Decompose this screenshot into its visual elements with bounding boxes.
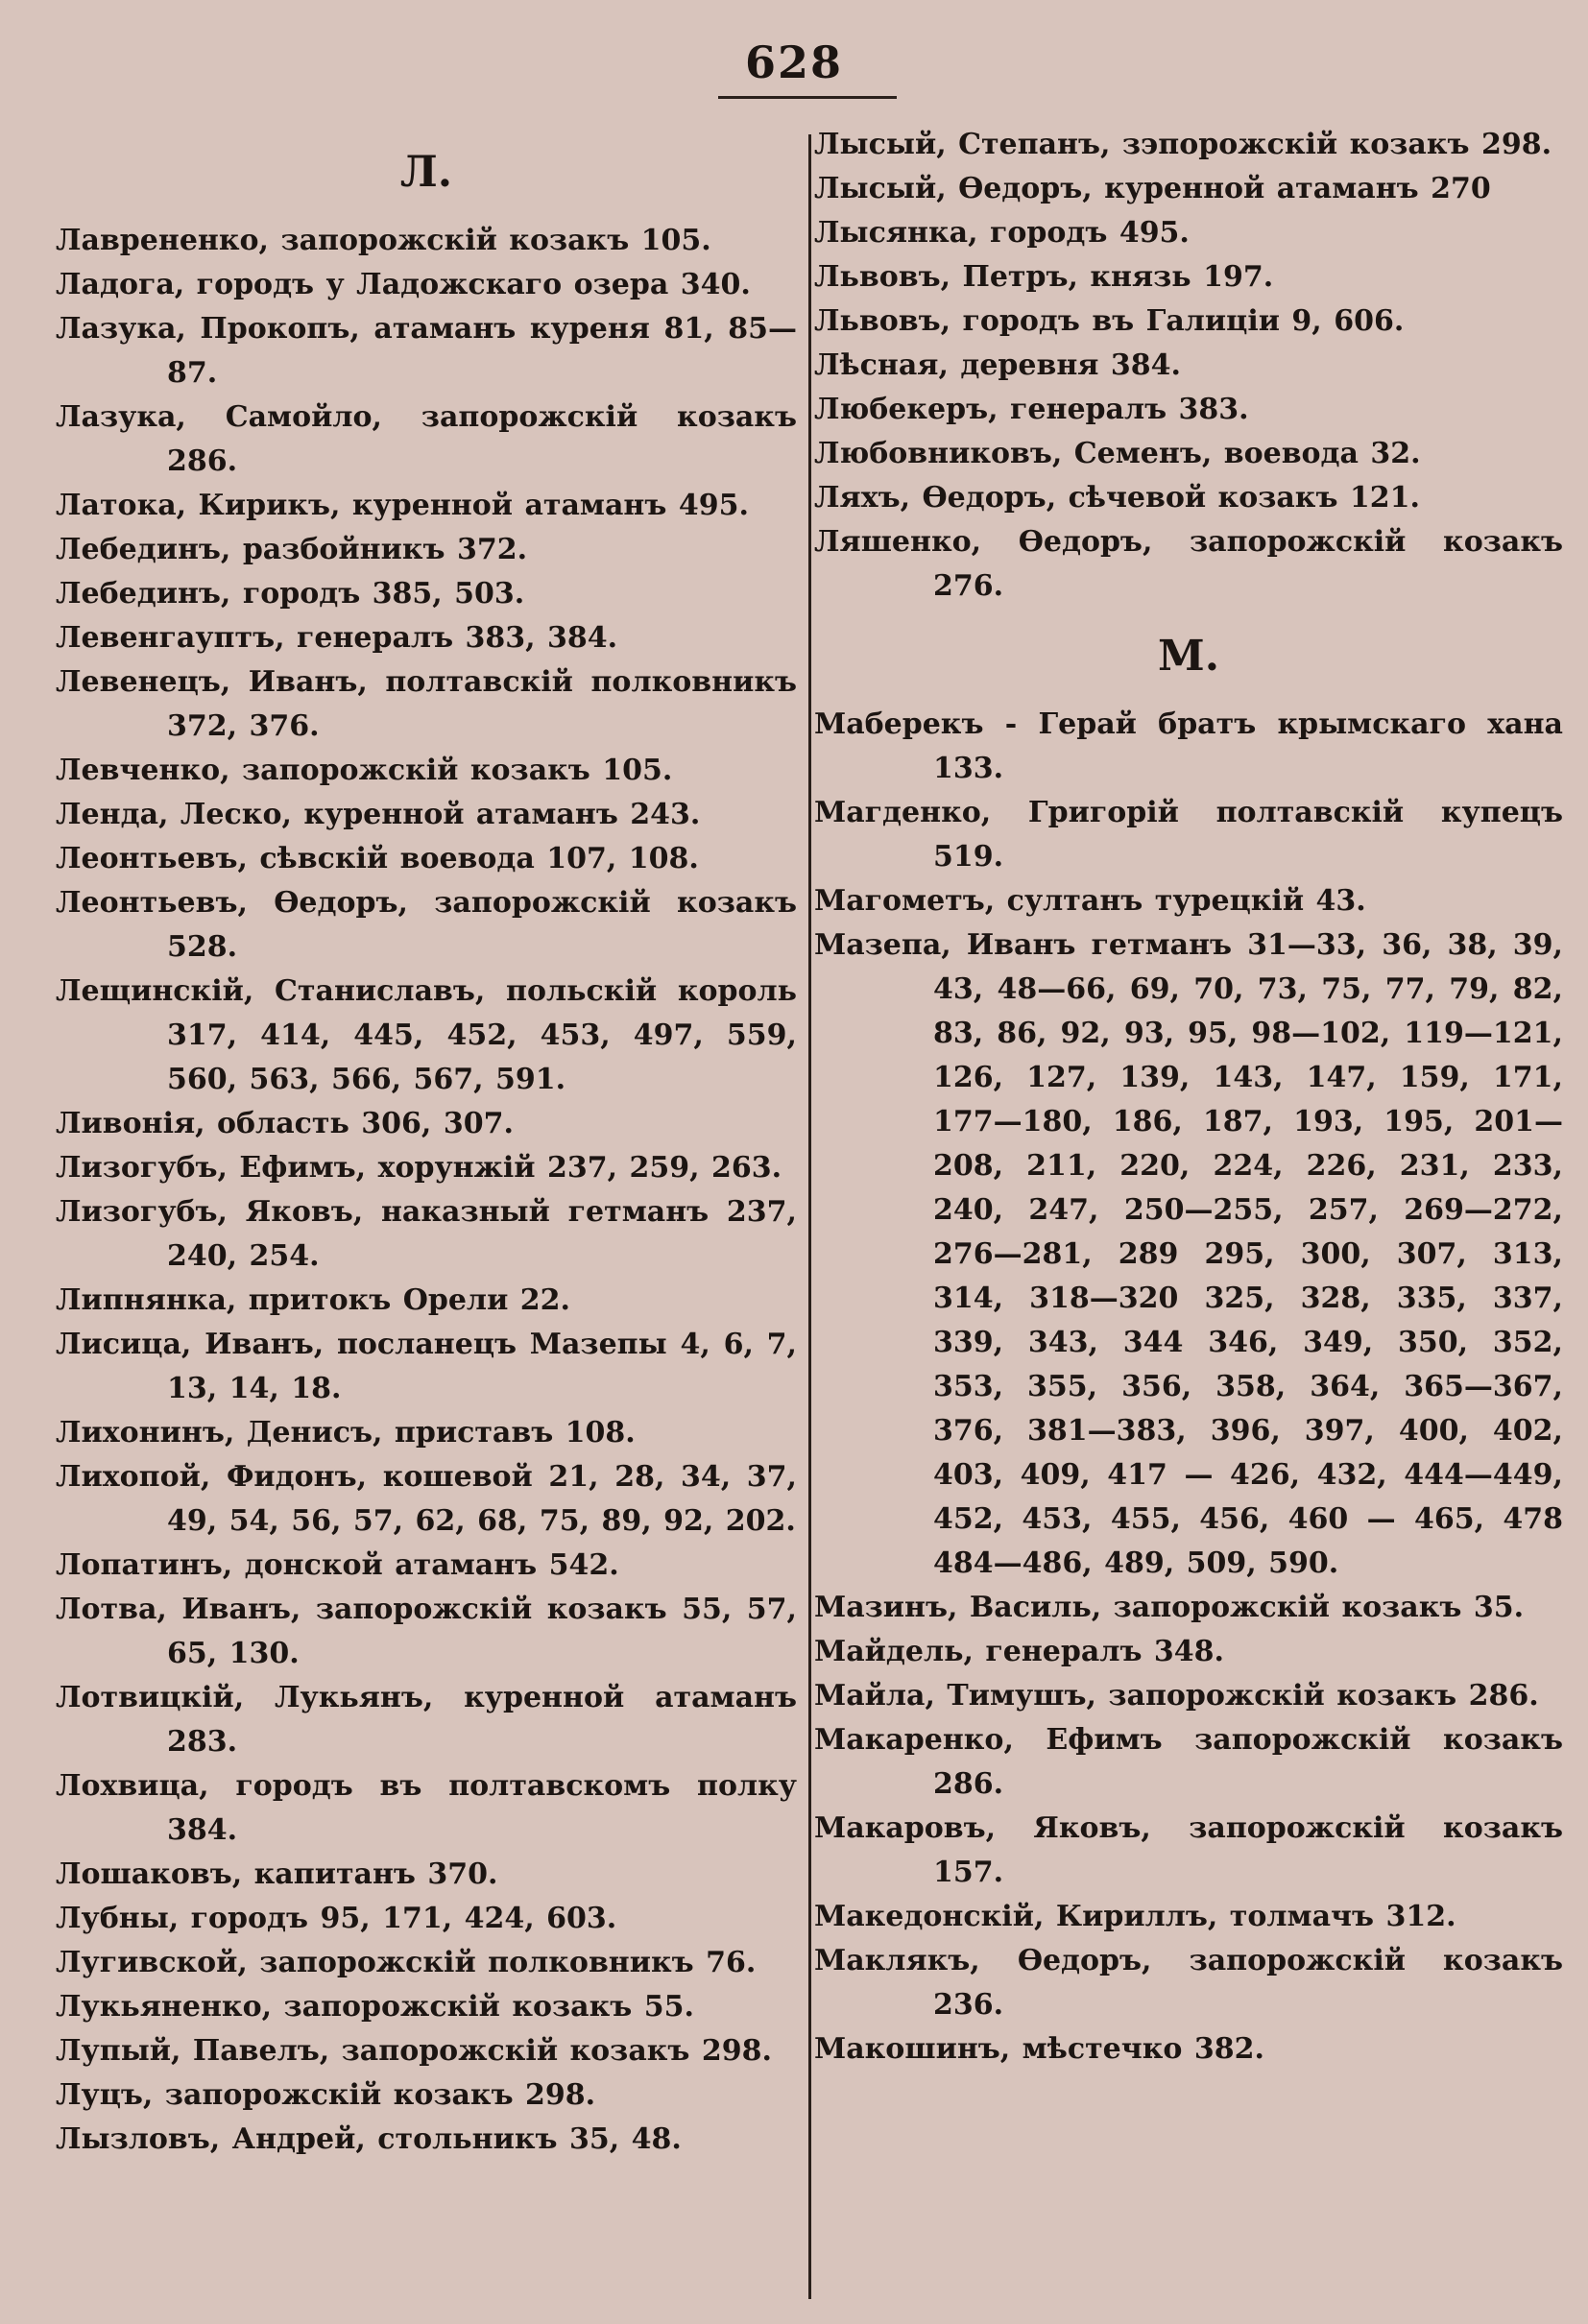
index-entry: Лугивской, запорожскій полковникъ 76. <box>56 1946 757 1979</box>
index-entry: Лихопой, Фидонъ, кошевой 21, 28, 34, 37, 49, 54, 56, 57, 62, 68, 75, 89, 92, 202. <box>56 1460 797 1538</box>
right-entries-l-list <box>814 123 1563 609</box>
index-entry: Македонскій, Кириллъ, толмачъ 312. <box>814 1900 1456 1933</box>
index-entry: Лысый, Степанъ, зэпорожскій козакъ 298. <box>814 128 1552 161</box>
index-entry: Лизогубъ, Яковъ, наказный гетманъ 237, 240, 254. <box>56 1195 797 1273</box>
index-entry: Лазука, Самойло, запорожскій козакъ 286. <box>56 400 797 478</box>
index-entry: Львовъ, городъ въ Галиціи 9, 606. <box>814 304 1405 338</box>
index-entry: Лопатинъ, донской атаманъ 542. <box>56 1548 619 1582</box>
index-entry: Маклякъ, Ѳедоръ, запорожскій козакъ 236. <box>814 1944 1563 2022</box>
index-entry: Лызловъ, Андрей, стольникъ 35, 48. <box>56 2122 682 2156</box>
index-entry: Лисица, Иванъ, посланецъ Мазепы 4, 6, 7, 13, 14, 18. <box>56 1328 797 1405</box>
index-entry: Лебединъ, городъ 385, 503. <box>56 577 525 611</box>
index-entry: Лаврененко, запорожскій козакъ 105. <box>56 224 711 257</box>
index-entry: Левенецъ, Иванъ, полтавскій полковникъ 372, 376. <box>56 665 797 743</box>
index-entry: Любекеръ, генералъ 383. <box>814 393 1249 426</box>
index-entry: Любовниковъ, Семенъ, воевода 32. <box>814 437 1421 470</box>
index-entry: Луцъ, запорожскій козакъ 298. <box>56 2078 596 2112</box>
index-entry: Лупый, Павелъ, запорожскій козакъ 298. <box>56 2034 772 2068</box>
index-entry: Мазинъ, Василь, запорожскій козакъ 35. <box>814 1591 1525 1624</box>
index-entry: Лещинскій, Станиславъ, польскій король 317, 414, 445, 452, 453, 497, 559, 560, 563, 566, 567, 591. <box>56 974 797 1096</box>
index-entry: Леонтьевъ, Ѳедоръ, запорожскій козакъ 528. <box>56 886 797 964</box>
index-entry: Маберекъ - Герай братъ крымскаго хана 133. <box>814 707 1563 785</box>
index-entry: Майла, Тимушъ, запорожскій козакъ 286. <box>814 1679 1539 1713</box>
index-entry: Макаровъ, Яковъ, запорожскій козакъ 157. <box>814 1811 1563 1889</box>
index-entry: Лотва, Иванъ, запорожскій козакъ 55, 57, 65, 130. <box>56 1593 797 1670</box>
index-entry: Магденко, Григорій полтавскій купецъ 519. <box>814 796 1563 874</box>
index-entry: Леонтьевъ, сѣвскій воевода 107, 108. <box>56 842 699 875</box>
page-number: 628 <box>744 36 844 88</box>
header-rule <box>718 96 897 99</box>
index-entry: Левченко, запорожскій козакъ 105. <box>56 754 673 787</box>
index-entry: Львовъ, Петръ, князь 197. <box>814 260 1274 294</box>
index-entry: Ленда, Леско, куренной атаманъ 243. <box>56 798 701 831</box>
index-entry: Лукьяненко, запорожскій козакъ 55. <box>56 1990 694 2024</box>
index-entry: Ляхъ, Ѳедоръ, сѣчевой козакъ 121. <box>814 481 1420 515</box>
index-entry: Лазука, Прокопъ, атаманъ куреня 81, 85—87. <box>56 312 797 390</box>
index-entry: Ляшенко, Ѳедоръ, запорожскій козакъ 276. <box>814 525 1563 603</box>
index-entry: Лубны, городъ 95, 171, 424, 603. <box>56 1902 617 1935</box>
index-entry: Магометъ, султанъ турецкій 43. <box>814 884 1366 918</box>
index-entry: Латока, Кирикъ, куренной атаманъ 495. <box>56 489 749 522</box>
column-divider <box>808 134 811 2299</box>
right-entries-m-list <box>814 703 1563 2072</box>
index-entry: Майдель, генералъ 348. <box>814 1635 1224 1668</box>
left-column <box>56 123 797 2162</box>
index-entry: Лотвицкій, Лукьянъ, куренной атаманъ 283. <box>56 1681 797 1759</box>
index-entry: Ладога, городъ у Ладожскаго озера 340. <box>56 268 751 301</box>
index-entry: Лысянка, городъ 495. <box>814 216 1190 250</box>
section-letter-m: М. <box>1157 632 1220 681</box>
index-entry: Мазепа, Иванъ гетманъ 31—33, 36, 38, 39, 43, 48—66, 69, 70, 73, 75, 77, 79, 82, 83, 86, 92, 93, 95, 98—102, 119—121, 126, 127, 139, 143, 147, 159, 171, 177—180, 186, 187, 193, 195, 201—208, 211, 220, 224, 226, 231, 233, 240, 247, 250—255, 257, 269—272, 276—281, 289 295, 300, 307, 313, 314, 318—320 325, 328, 335, 337, 339, 343, 344 346, 349, 350, 352, 353, 355, 356, 358, 364, 365—367, 376, 381—383, 396, 397, 400, 402, 403, 409, 417 — 426, 432, 444—449, 452, 453, 455, 456, 460 — 465, 478 484—486, 489, 509, 590. <box>814 928 1563 1580</box>
index-entry: Лохвица, городъ въ полтавскомъ полку 384. <box>56 1769 797 1847</box>
left-entries-list <box>56 219 797 2162</box>
index-entry: Лѣсная, деревня 384. <box>814 348 1181 382</box>
index-entry: Макошинъ, мѣстечко 382. <box>814 2032 1264 2066</box>
index-entry: Лебединъ, разбойникъ 372. <box>56 533 528 566</box>
index-entry: Лизогубъ, Ефимъ, хорунжій 237, 259, 263. <box>56 1151 782 1185</box>
index-entry: Липнянка, притокъ Орели 22. <box>56 1283 570 1317</box>
index-entry: Ливонія, область 306, 307. <box>56 1107 514 1140</box>
index-entry: Макаренко, Ефимъ запорожскій козакъ 286. <box>814 1723 1563 1801</box>
index-entry: Лихонинъ, Денисъ, приставъ 108. <box>56 1416 636 1450</box>
section-letter-l: Л. <box>399 148 453 197</box>
index-entry: Лошаковъ, капитанъ 370. <box>56 1857 498 1891</box>
index-entry: Левенгауптъ, генералъ 383, 384. <box>56 621 618 655</box>
right-column <box>814 123 1563 2072</box>
index-entry: Лысый, Ѳедоръ, куренной атаманъ 270 <box>814 172 1491 205</box>
